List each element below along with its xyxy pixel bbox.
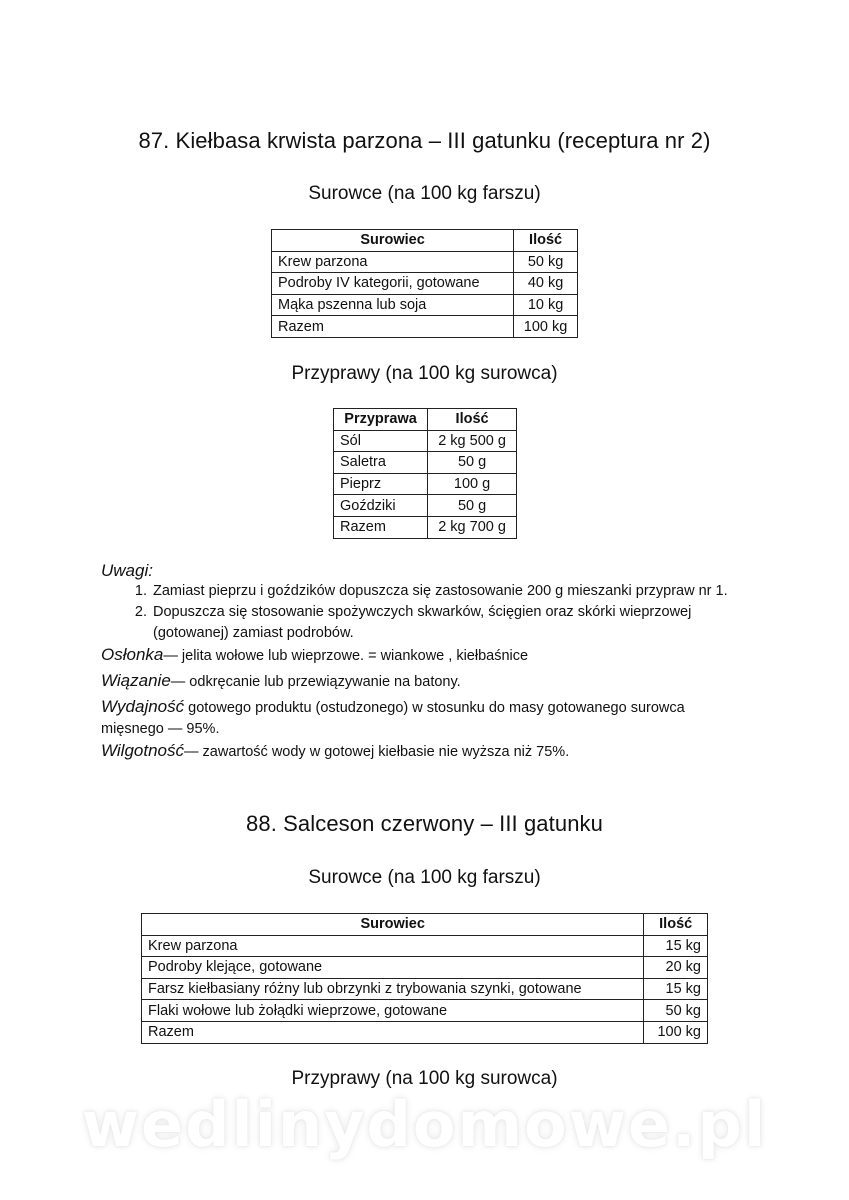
table-row [142,1000,708,1022]
cell-name: Krew parzona [272,251,514,273]
header-przyprawa: Przyprawa [334,409,428,431]
recipe-87-raw-table [271,229,578,338]
recipe-87-title: 87. Kiełbasa krwista parzona – III gatunku (receptura nr 2) [138,128,711,153]
cell-name: Podroby klejące, gotowane [142,957,644,979]
table-row [272,273,578,295]
cell-amount: 2 kg 500 g [428,430,517,452]
table-row [142,957,708,979]
cell-amount: 15 kg [644,978,708,1000]
table-header-row [142,914,708,936]
cell-name: Razem [334,516,428,538]
definition-term: Wiązanie [101,671,171,690]
definition-text: gotowego produktu (ostudzonego) w stosunku do masy gotowanego surowca mięsnego — 95%. [101,700,685,737]
definition-text: — zawartość wody w gotowej kiełbasie nie wyższa niż 75%. [184,744,570,760]
recipe-87-spice-table [333,408,517,539]
cell-amount: 50 kg [514,251,578,273]
definition-oslonka [101,644,741,667]
cell-amount: 100 kg [514,316,578,338]
cell-name: Flaki wołowe lub żołądki wieprzowe, gotowane [142,1000,644,1022]
table-header-row [334,409,517,431]
notes-list [101,581,741,644]
table-row [334,473,517,495]
definition-wiazanie [101,670,741,693]
list-item: 1. Zamiast pieprzu i goździków dopuszcza się zastosowanie 200 g mieszanki przypraw nr 1. [151,581,741,602]
table-row [272,294,578,316]
definition-wilgotnosc [101,740,741,763]
definition-term: Osłonka [101,645,164,664]
definition-term: Wilgotność [101,741,184,760]
table-row [334,452,517,474]
table-row [142,978,708,1000]
cell-amount: 50 g [428,495,517,517]
header-surowiec: Surowiec [142,914,644,936]
recipe-88-spice-heading: Przyprawy (na 100 kg surowca) [291,1068,558,1089]
table-row [142,1021,708,1043]
cell-name: Farsz kiełbasiany różny lub obrzynki z trybowania szynki, gotowane [142,978,644,1000]
cell-amount: 40 kg [514,273,578,295]
cell-amount: 10 kg [514,294,578,316]
watermark: wedlinydomowe.pl [81,1088,768,1161]
cell-name: Podroby IV kategorii, gotowane [272,273,514,295]
recipe-88-title: 88. Salceson czerwony – III gatunku [246,811,603,836]
cell-name: Krew parzona [142,935,644,957]
cell-name: Goździki [334,495,428,517]
notes-heading: Uwagi: [101,561,153,580]
header-surowiec: Surowiec [272,230,514,252]
definition-term: Wydajność [101,697,185,716]
cell-amount: 100 g [428,473,517,495]
cell-amount: 100 kg [644,1021,708,1043]
table-row [334,516,517,538]
cell-amount: 20 kg [644,957,708,979]
cell-amount: 15 kg [644,935,708,957]
header-ilosc: Ilość [428,409,517,431]
definition-text: — jelita wołowe lub wieprzowe. = wiankowe , kiełbaśnice [163,648,529,664]
cell-amount: 50 g [428,452,517,474]
table-row [334,430,517,452]
cell-name: Sól [334,430,428,452]
table-row [142,935,708,957]
cell-amount: 50 kg [644,1000,708,1022]
header-ilosc: Ilość [644,914,708,936]
cell-amount: 2 kg 700 g [428,516,517,538]
table-row [272,251,578,273]
recipe-88-raw-heading: Surowce (na 100 kg farszu) [308,867,541,888]
table-header-row [272,230,578,252]
cell-name: Razem [142,1021,644,1043]
cell-name: Saletra [334,452,428,474]
table-row [334,495,517,517]
recipe-87-spice-heading: Przyprawy (na 100 kg surowca) [291,363,558,384]
definition-text: — odkręcanie lub przewiązywanie na batony. [170,674,461,690]
recipe-87-notes [101,560,741,763]
definition-wydajnosc [101,696,741,740]
header-ilosc: Ilość [514,230,578,252]
cell-name: Pieprz [334,473,428,495]
list-item: 2. Dopuszcza się stosowanie spożywczych skwarków, ścięgien oraz skórki wieprzowej (gotowanej) zamiast podrobów. [151,602,741,644]
recipe-88-raw-table [141,913,708,1044]
cell-name: Razem [272,316,514,338]
cell-name: Mąka pszenna lub soja [272,294,514,316]
table-row [272,316,578,338]
recipe-87-raw-heading: Surowce (na 100 kg farszu) [308,183,541,204]
